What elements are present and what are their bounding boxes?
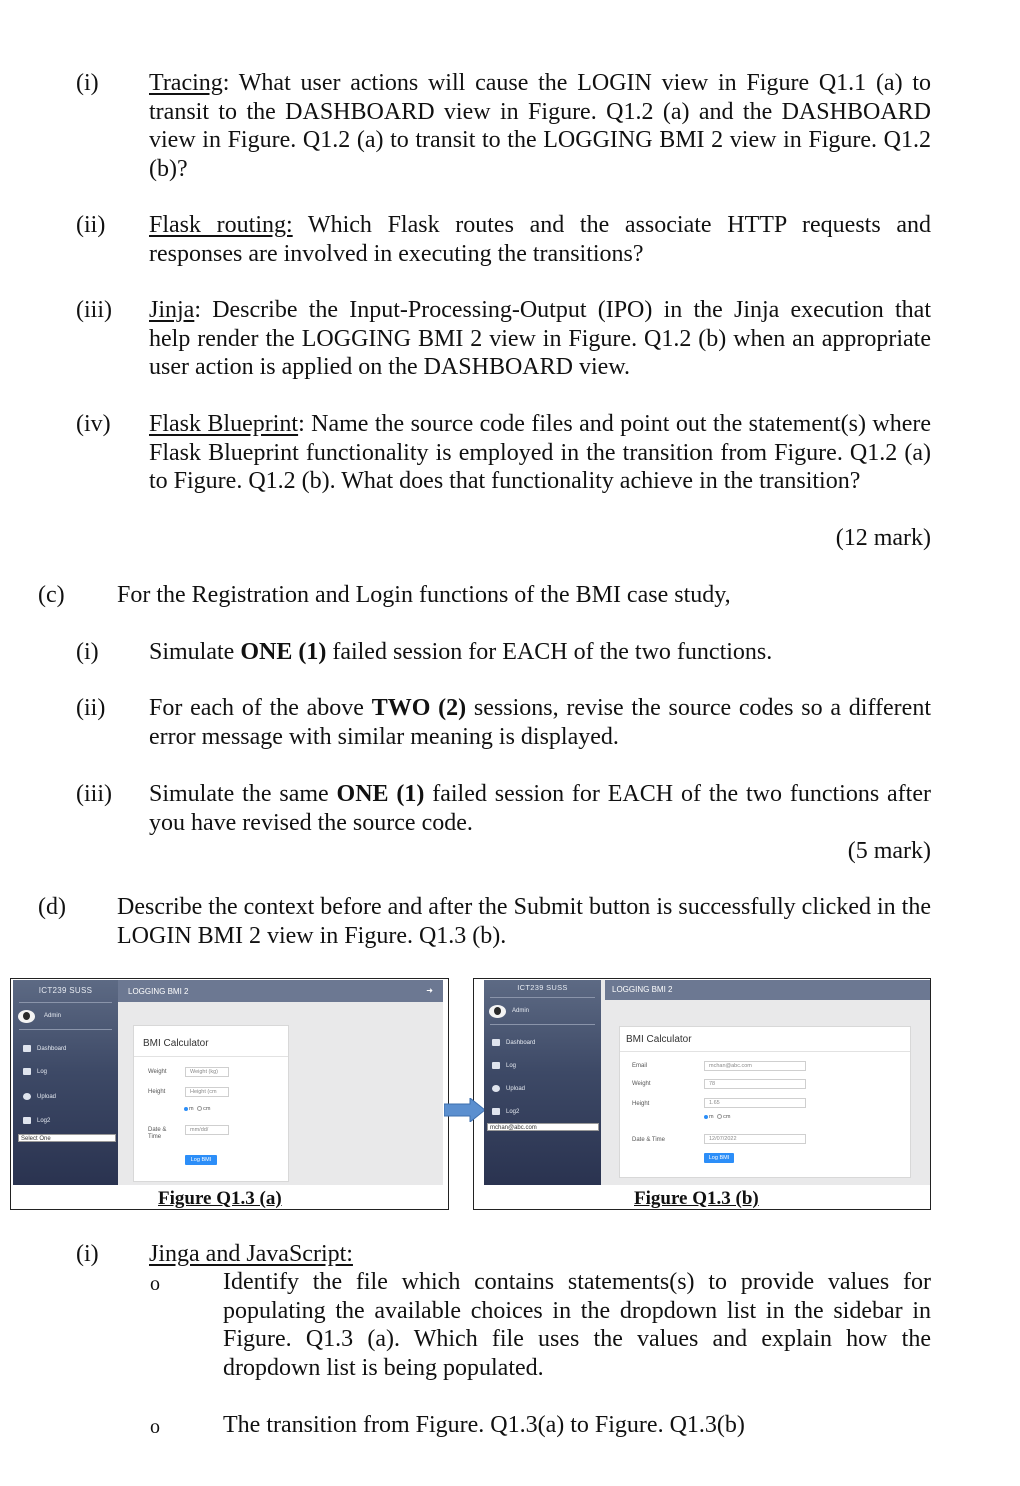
bullet-2-symbol: o — [150, 1416, 160, 1438]
b-part-1-heading: Tracing — [149, 70, 223, 96]
dashboard-icon — [492, 1039, 500, 1046]
figure-b-unit-radio[interactable]: m cm — [704, 1114, 730, 1120]
b-part-4-heading: Flask Blueprint — [149, 411, 299, 437]
c-part-1-text: Simulate ONE (1) failed session for EACH of the two functions. — [149, 639, 773, 665]
c-part-2-number: (ii) — [76, 695, 106, 721]
d-text: Describe the context before and after the Submit button is successfully clicked in the LOGIN BMI 2 view in Figure. Q1.3 (b). — [117, 894, 931, 949]
figure-a-nav-dashboard[interactable]: Dashboard — [23, 1045, 66, 1052]
figure-b-weight-input[interactable]: 78 — [704, 1079, 806, 1089]
figure-a-nav-log2[interactable]: Log2 — [23, 1117, 50, 1124]
upload-icon — [23, 1093, 31, 1100]
figure-a-avatar — [18, 1010, 35, 1023]
figure-b-log-bmi-button[interactable]: Log BMI — [704, 1153, 734, 1163]
figure-a-height-input[interactable]: Height (cm — [185, 1087, 229, 1097]
figure-a-caption: Figure Q1.3 (a) — [158, 1188, 282, 1209]
figure-b-user-select[interactable]: mchan@abc.com — [487, 1123, 599, 1131]
b-part-1-body: : What user actions will cause the LOGIN view in Figure Q1.1 (a) to transit to the DASHBOARD view in Figure. Q1.2 (a) and the DASHBOARD view in Figure. Q1.2 (a) to transit to the LOGGING BMI 2 view in Figure. Q1.2 (b)? — [149, 70, 931, 182]
figure-a-user-select[interactable]: Select One — [18, 1134, 116, 1142]
figure-a-weight-input[interactable]: Weight (kg) — [185, 1067, 229, 1077]
d-part-1-bullet-1: Identify the file which contains statements(s) to provide values for populating the available choices in the dropdown list in the sidebar in Figure. Q1.3 (a). Which file uses the values and explain how the dropdown list is being populated. — [223, 1269, 931, 1381]
b-part-1-text — [149, 69, 931, 183]
figure-b-email-input[interactable]: mchan@abc.com — [704, 1061, 806, 1071]
dashboard-icon — [23, 1045, 31, 1052]
b-part-2-number: (ii) — [76, 212, 106, 238]
figure-b-date-input[interactable]: 12/07/2022 — [704, 1134, 806, 1144]
figure-b-nav-upload[interactable]: Upload — [492, 1085, 525, 1092]
b-part-3-body: : Describe the Input-Processing-Output (IPO) in the Jinja execution that help render the LOGGING BMI 2 view in Figure. Q1.2 (b) when an appropriate user action is applied on the DASHBOARD view. — [149, 297, 931, 380]
figure-a-log-bmi-button[interactable]: Log BMI — [185, 1155, 217, 1165]
logout-icon[interactable]: ➜ — [426, 986, 433, 995]
b-part-4-number: (iv) — [76, 411, 111, 437]
c-part-3-text: Simulate the same ONE (1) failed session for EACH of the two functions after you have revised the source code. — [149, 781, 931, 836]
b-part-2-heading: Flask routing: — [149, 212, 293, 238]
figure-b-date-label: Date & Time — [632, 1137, 666, 1143]
upload-icon — [492, 1085, 500, 1092]
c-label: (c) — [38, 582, 65, 608]
d-part-1-number: (i) — [76, 1241, 99, 1267]
figure-a-sidebar — [13, 980, 118, 1185]
d-label: (d) — [38, 894, 66, 920]
figure-b-screenshot — [484, 980, 930, 1185]
d-part-1-heading: Jinga and JavaScript: — [149, 1241, 353, 1267]
figure-b-card-title: BMI Calculator — [626, 1034, 692, 1045]
radio-selected-icon — [704, 1115, 708, 1119]
figure-a-weight-label: Weight — [148, 1069, 167, 1075]
c-part-2-text: For each of the above TWO (2) sessions, revise the source codes so a different error message with similar meaning is displayed. — [149, 695, 931, 750]
figure-a-topbar — [118, 980, 443, 1002]
log2-icon — [23, 1117, 31, 1124]
figure-b-sidebar-title: ICT239 SUSS — [517, 983, 568, 992]
figure-a-card-title: BMI Calculator — [143, 1038, 209, 1049]
b-part-4-text — [149, 410, 931, 496]
figure-a-user: Admin — [44, 1013, 62, 1019]
b-part-1-number: (i) — [76, 70, 99, 96]
arrow-right-icon — [444, 1098, 486, 1122]
figure-a-height-label: Height — [148, 1089, 166, 1095]
figure-b-nav-log[interactable]: Log — [492, 1062, 516, 1069]
figure-b-height-input[interactable]: 1.65 — [704, 1098, 806, 1108]
log2-icon — [492, 1108, 500, 1115]
figure-b-avatar — [489, 1005, 506, 1018]
figure-b-height-label: Height — [632, 1101, 650, 1107]
figure-a-date-label: Date & Time — [148, 1127, 167, 1140]
figure-a-unit-radio[interactable]: m cm — [184, 1106, 210, 1112]
figure-b-nav-log2[interactable]: Log2 — [492, 1108, 519, 1115]
radio-unselected-icon — [717, 1114, 722, 1119]
figure-b-topbar-title: LOGGING BMI 2 — [612, 985, 673, 994]
d-part-1-bullet-2: The transition from Figure. Q1.3(a) to Figure. Q1.3(b) — [223, 1412, 745, 1438]
figure-divider — [448, 978, 474, 1210]
c-part-1-number: (i) — [76, 639, 99, 665]
figure-b-email-label: Email — [632, 1063, 648, 1069]
figure-b-user: Admin — [512, 1008, 530, 1014]
figure-a-date-input[interactable]: mm/dd/ — [185, 1125, 229, 1135]
b-part-3-number: (iii) — [76, 297, 112, 323]
c-part-3-number: (iii) — [76, 781, 112, 807]
figure-b-topbar — [605, 980, 930, 1000]
figure-a-nav-upload[interactable]: Upload — [23, 1093, 56, 1100]
figure-a-card — [133, 1025, 289, 1182]
log-icon — [23, 1068, 31, 1075]
figure-a-sidebar-title: ICT239 SUSS — [38, 986, 93, 995]
figure-b-weight-label: Weight — [632, 1081, 651, 1087]
figure-b-nav-dashboard[interactable]: Dashboard — [492, 1039, 535, 1046]
figure-a-nav-log[interactable]: Log — [23, 1068, 47, 1075]
radio-unselected-icon — [197, 1106, 202, 1111]
c-intro: For the Registration and Login functions of the BMI case study, — [117, 582, 731, 608]
radio-selected-icon — [184, 1107, 188, 1111]
b-part-2-body: Which Flask routes and the associate HTTP requests and responses are involved in executing the transitions? — [149, 212, 931, 267]
figure-a-topbar-title: LOGGING BMI 2 — [128, 987, 189, 996]
b-part-3-text — [149, 296, 931, 382]
figure-b-card — [619, 1026, 911, 1178]
bullet-1-symbol: o — [150, 1273, 160, 1295]
log-icon — [492, 1062, 500, 1069]
b-part-2-text — [149, 211, 931, 268]
c-mark: (5 mark) — [847, 838, 931, 864]
figure-b-sidebar — [484, 980, 601, 1185]
b-part-4-body: : Name the source code files and point out the statement(s) where Flask Blueprint functionality is employed in the transition from Figure. Q1.2 (a) to Figure. Q1.2 (b). What does that functionality achieve in the transition? — [149, 411, 931, 494]
figure-b-caption: Figure Q1.3 (b) — [634, 1188, 759, 1209]
b-part-3-heading: Jinja — [149, 297, 195, 323]
figure-a-screenshot — [13, 980, 443, 1185]
b-mark: (12 mark) — [835, 525, 931, 551]
